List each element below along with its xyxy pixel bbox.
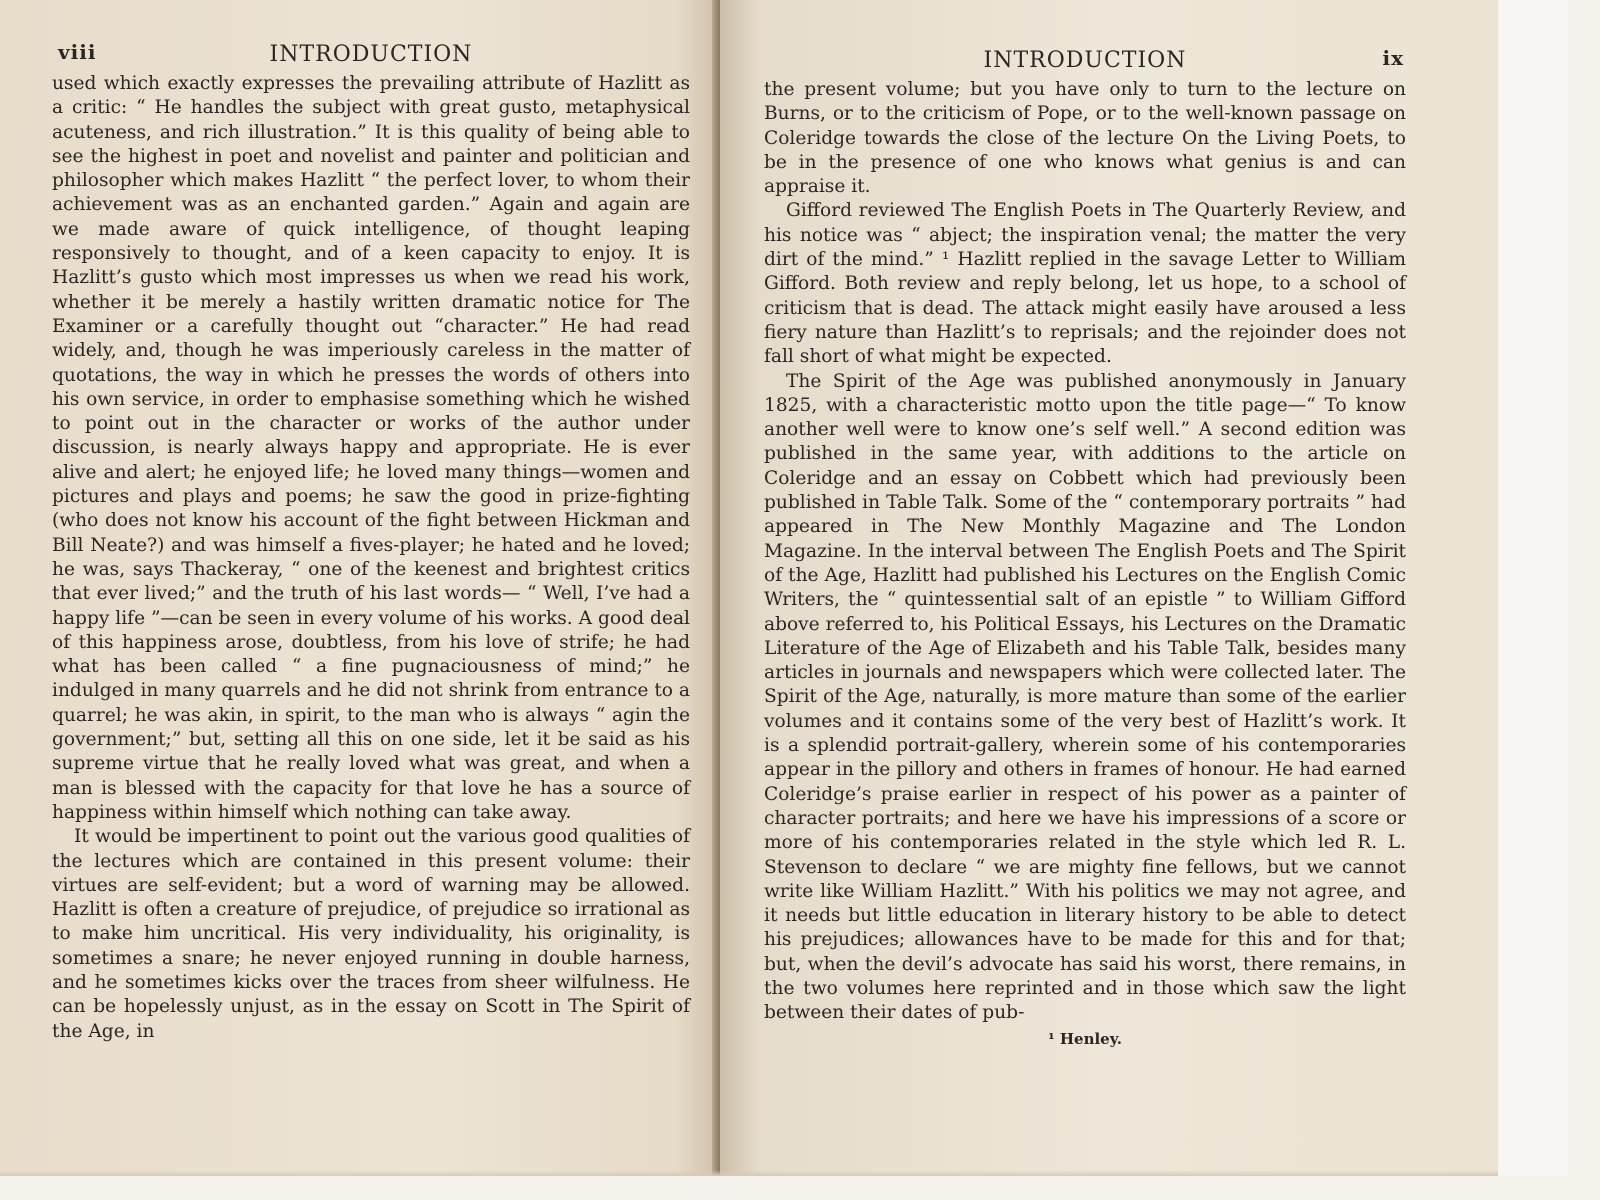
right-page-text bbox=[764, 78, 1406, 1026]
paragraph: The Spirit of the Age was published anonymously in January 1825, with a characteristic motto upon the title page—“ To know another well were to know one’s self well.” A second edition was published in the same year, with additions to the article on Coleridge and an essay on Cobbett which had previously been published in Table Talk. Some of the “ contemporary portraits ” had appeared in The New Monthly Magazine and The London Magazine. In the interval between The English Poets and The Spirit of the Age, Hazlitt had published his Lectures on the English Comic Writers, the “ quintessential salt of an epistle ” to William Gifford above referred to, his Political Essays, his Lectures on the Dramatic Literature of the Age of Elizabeth and his Table Talk, besides many articles in journals and newspapers which were collected later. The Spirit of the Age, naturally, is more mature than some of the earlier volumes and it contains some of the very best of Hazlitt’s work. It is a splendid portrait-gallery, wherein some of his contemporaries appear in the pillory and others in frames of honour. He had earned Coleridge’s praise earlier in respect of his power as a painter of character portraits; and here we have his impressions of a score or more of his contemporaries related in the style which led R. L. Stevenson to declare “ we are mighty fine fellows, but we cannot write like William Hazlitt.” With his politics we may not agree, and it needs but little education in literary history to be able to detect his prejudices; allowances have to be made for this and for that; but, when the devil’s advocate has said his worst, there remains, in the two volumes here reprinted and in those which saw the light between their dates of pub- bbox=[764, 370, 1406, 1024]
left-page-text bbox=[52, 72, 690, 1044]
paragraph: Gifford reviewed The English Poets in The Quarterly Review, and his notice was “ abject; the inspiration venal; the matter the very dirt of the mind.” ¹ Hazlitt replied in the savage Letter to William Gifford. Both review and reply belong, let us hope, to a school of criticism that is dead. The attack might easily have aroused a less fiery nature than Hazlitt’s to reprisals; and the rejoinder does not fall short of what might be expected. bbox=[764, 200, 1406, 368]
running-title: INTRODUCTION bbox=[983, 48, 1187, 73]
footnote: ¹ Henley. bbox=[1048, 1029, 1122, 1048]
paragraph: It would be impertinent to point out the various good qualities of the lectures which are contained in this present volume: their virtues are self-evident; but a word of warning may be allowed. Hazlitt is often a creature of prejudice, of prejudice so irrational as to make him uncritical. His very individuality, his originality, is sometimes a snare; he never enjoyed running in double harness, and he sometimes kicks over the traces from sheer wilfulness. He can be hopelessly unjust, as in the essay on Scott in The Spirit of the Age, in bbox=[52, 826, 690, 1042]
page-bottom-shadow bbox=[0, 1170, 1498, 1176]
background-edge bbox=[1498, 0, 1568, 1176]
paragraph: the present volume; but you have only to turn to the lecture on Burns, or to the criticism of Pope, or to the well-known passage on Coleridge towards the close of the lecture On the Living Poets, to be in the presence of one who knows what genius is and can appraise it. bbox=[764, 79, 1406, 198]
page-number: viii bbox=[58, 40, 97, 64]
left-page-header bbox=[52, 34, 690, 72]
left-page bbox=[0, 0, 720, 1176]
paragraph: used which exactly expresses the prevailing attribute of Hazlitt as a critic: “ He handles the subject with great gusto, metaphysical acuteness, and rich illustration.” It is this quality of being able to see the highest in poet and novelist and painter and politician and philosopher which makes Hazlitt “ the perfect lover, to whom their achievement was as an enchanted garden.” Again and again are we made aware of quick intelligence, of thought leaping responsively to thought, and of a keen capacity to enjoy. It is Hazlitt’s gusto which most impresses us when we read his work, whether it be merely a hastily written dramatic notice for The Examiner or a carefully thought out “character.” He had read widely, and, though he was imperiously careless in the matter of quotations, the way in which he presses the words of others into his own service, in order to emphasise something which he wished to point out in the character or works of the author under discussion, is nearly always happy and appropriate. He is ever alive and alert; he enjoyed life; he loved many things—women and pictures and plays and poems; he saw the good in prize-fighting (who does not know his account of the fight between Hickman and Bill Neate?) and was himself a fives-player; he hated and he loved; he was, says Thackeray, “ one of the keenest and brightest critics that ever lived;” and the truth of his last words— “ Well, I’ve had a happy life ”—can be seen in every volume of his works. A good deal of this happiness arose, doubtless, from his love of strife; he had what has been called “ a fine pugnaciousness of mind;” he indulged in many quarrels and he did not shrink from entrance to a quarrel; he was akin, in spirit, to the man who is always “ agin the government;” but, setting all this on one side, let it be said as his supreme virtue that he really loved what was great, and when a man is blessed with the capacity for that love he has a source of happiness within himself which nothing can take away. bbox=[52, 73, 690, 823]
right-page bbox=[720, 0, 1498, 1176]
page-number: ix bbox=[1382, 46, 1404, 70]
running-title: INTRODUCTION bbox=[269, 42, 473, 67]
right-page-header bbox=[764, 40, 1406, 78]
